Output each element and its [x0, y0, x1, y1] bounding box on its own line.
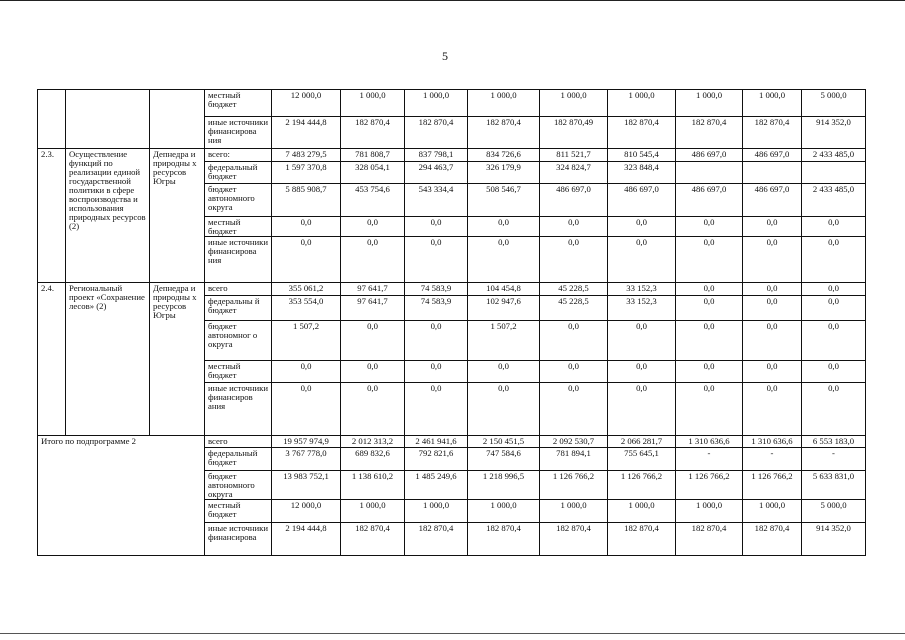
- amount-cell: 102 947,6: [468, 296, 540, 321]
- amount-cell: [802, 162, 866, 184]
- amount-cell: 1 000,0: [341, 90, 405, 117]
- subprogram-total-label: Итого по подпрограмме 2: [38, 436, 205, 556]
- amount-cell: 1 000,0: [608, 90, 676, 117]
- amount-cell: 5 000,0: [802, 90, 866, 117]
- amount-cell: 1 000,0: [608, 500, 676, 523]
- amount-cell: 2 194 444,8: [272, 523, 341, 556]
- amount-cell: 0,0: [468, 361, 540, 383]
- amount-cell: 1 000,0: [468, 90, 540, 117]
- amount-cell: 1 000,0: [405, 90, 468, 117]
- amount-cell: 328 054,1: [341, 162, 405, 184]
- amount-cell: 543 334,4: [405, 184, 468, 217]
- funding-source: федеральный бюджет: [205, 162, 272, 184]
- amount-cell: 1 000,0: [743, 90, 802, 117]
- amount-cell: 182 870,49: [540, 117, 608, 149]
- amount-cell: 0,0: [743, 217, 802, 237]
- amount-cell: 0,0: [676, 237, 743, 283]
- amount-cell: 0,0: [272, 361, 341, 383]
- amount-cell: 453 754,6: [341, 184, 405, 217]
- amount-cell: 182 870,4: [676, 117, 743, 149]
- amount-cell: 182 870,4: [540, 523, 608, 556]
- amount-cell: 1 000,0: [341, 500, 405, 523]
- amount-cell: 792 821,6: [405, 448, 468, 471]
- amount-cell: 33 152,3: [608, 296, 676, 321]
- amount-cell: 1 485 249,6: [405, 471, 468, 500]
- funding-source: иные источники финансирова: [205, 523, 272, 556]
- amount-cell: 5 633 831,0: [802, 471, 866, 500]
- amount-cell: 0,0: [743, 283, 802, 296]
- amount-cell: 0,0: [743, 237, 802, 283]
- amount-cell: 182 870,4: [676, 523, 743, 556]
- amount-cell: 0,0: [676, 361, 743, 383]
- amount-cell: 810 545,4: [608, 149, 676, 162]
- amount-cell: 182 870,4: [405, 523, 468, 556]
- amount-cell: -: [743, 448, 802, 471]
- amount-cell: 0,0: [608, 321, 676, 361]
- amount-cell: 0,0: [341, 383, 405, 436]
- amount-cell: 486 697,0: [676, 184, 743, 217]
- amount-cell: 0,0: [676, 383, 743, 436]
- amount-cell: 747 584,6: [468, 448, 540, 471]
- amount-cell: 74 583,9: [405, 283, 468, 296]
- amount-cell: 0,0: [743, 296, 802, 321]
- page-bottom-edge: [0, 633, 905, 634]
- funding-source: федеральный бюджет: [205, 448, 272, 471]
- amount-cell: 0,0: [272, 217, 341, 237]
- amount-cell: 182 870,4: [608, 117, 676, 149]
- amount-cell: 2 433 485,0: [802, 149, 866, 162]
- amount-cell: 0,0: [341, 237, 405, 283]
- amount-cell: 0,0: [676, 283, 743, 296]
- amount-cell: 0,0: [540, 321, 608, 361]
- amount-cell: 182 870,4: [743, 523, 802, 556]
- amount-cell: 0,0: [802, 237, 866, 283]
- amount-cell: 755 645,1: [608, 448, 676, 471]
- amount-cell: 326 179,9: [468, 162, 540, 184]
- amount-cell: 97 641,7: [341, 296, 405, 321]
- amount-cell: 0,0: [608, 361, 676, 383]
- amount-cell: 7 483 279,5: [272, 149, 341, 162]
- amount-cell: 0,0: [743, 383, 802, 436]
- amount-cell: 0,0: [405, 237, 468, 283]
- amount-cell: 2 433 485,0: [802, 184, 866, 217]
- financing-table: [37, 89, 866, 556]
- amount-cell: 486 697,0: [743, 184, 802, 217]
- funding-source: федеральны й бюджет: [205, 296, 272, 321]
- amount-cell: 12 000,0: [272, 90, 341, 117]
- table-row: [38, 149, 866, 162]
- item-executor: [150, 90, 205, 149]
- item-executor: Депнедра и природны х ресурсов Югры: [150, 149, 205, 283]
- amount-cell: 45 228,5: [540, 296, 608, 321]
- amount-cell: 33 152,3: [608, 283, 676, 296]
- amount-cell: 0,0: [540, 217, 608, 237]
- funding-source: всего: [205, 283, 272, 296]
- amount-cell: 914 352,0: [802, 523, 866, 556]
- amount-cell: 19 957 974,9: [272, 436, 341, 448]
- amount-cell: 2 092 530,7: [540, 436, 608, 448]
- amount-cell: 0,0: [405, 361, 468, 383]
- amount-cell: 182 870,4: [743, 117, 802, 149]
- amount-cell: 182 870,4: [608, 523, 676, 556]
- amount-cell: 0,0: [802, 296, 866, 321]
- amount-cell: 0,0: [608, 237, 676, 283]
- amount-cell: 1 310 636,6: [676, 436, 743, 448]
- amount-cell: 97 641,7: [341, 283, 405, 296]
- amount-cell: 182 870,4: [341, 117, 405, 149]
- amount-cell: 781 808,7: [341, 149, 405, 162]
- funding-source: бюджет автономного округа: [205, 471, 272, 500]
- amount-cell: 0,0: [802, 361, 866, 383]
- amount-cell: 12 000,0: [272, 500, 341, 523]
- amount-cell: 2 461 941,6: [405, 436, 468, 448]
- item-name: [66, 90, 150, 149]
- amount-cell: 0,0: [676, 217, 743, 237]
- amount-cell: 486 697,0: [676, 149, 743, 162]
- amount-cell: 355 061,2: [272, 283, 341, 296]
- amount-cell: 1 000,0: [676, 500, 743, 523]
- item-name: Осуществление функций по реализации единой государственной политики в сфере воспроизводства и использования природных ресурсов (2): [66, 149, 150, 283]
- amount-cell: 0,0: [540, 383, 608, 436]
- amount-cell: 0,0: [802, 283, 866, 296]
- funding-source: иные источники финансирова ния: [205, 117, 272, 149]
- amount-cell: [676, 162, 743, 184]
- amount-cell: 1 000,0: [468, 500, 540, 523]
- amount-cell: 104 454,8: [468, 283, 540, 296]
- amount-cell: 486 697,0: [743, 149, 802, 162]
- amount-cell: 0,0: [272, 237, 341, 283]
- amount-cell: 1 126 766,2: [608, 471, 676, 500]
- amount-cell: 1 000,0: [540, 90, 608, 117]
- funding-source: всего:: [205, 149, 272, 162]
- amount-cell: 0,0: [341, 321, 405, 361]
- amount-cell: 294 463,7: [405, 162, 468, 184]
- amount-cell: 323 848,4: [608, 162, 676, 184]
- amount-cell: 914 352,0: [802, 117, 866, 149]
- amount-cell: 1 507,2: [272, 321, 341, 361]
- funding-source: иные источники финансиров ания: [205, 383, 272, 436]
- amount-cell: 1 126 766,2: [540, 471, 608, 500]
- amount-cell: 182 870,4: [468, 117, 540, 149]
- item-number: 2.3.: [38, 149, 66, 283]
- amount-cell: 1 138 610,2: [341, 471, 405, 500]
- item-number: 2.4.: [38, 283, 66, 436]
- funding-source: местный бюджет: [205, 361, 272, 383]
- amount-cell: 508 546,7: [468, 184, 540, 217]
- amount-cell: -: [802, 448, 866, 471]
- page-number: 5: [442, 49, 448, 63]
- amount-cell: 2 194 444,8: [272, 117, 341, 149]
- amount-cell: 1 126 766,2: [743, 471, 802, 500]
- amount-cell: 0,0: [341, 361, 405, 383]
- amount-cell: 182 870,4: [341, 523, 405, 556]
- amount-cell: 5 000,0: [802, 500, 866, 523]
- amount-cell: 0,0: [608, 217, 676, 237]
- amount-cell: 1 000,0: [676, 90, 743, 117]
- amount-cell: 811 521,7: [540, 149, 608, 162]
- amount-cell: 0,0: [468, 383, 540, 436]
- funding-source: местный бюджет: [205, 500, 272, 523]
- amount-cell: 689 832,6: [341, 448, 405, 471]
- amount-cell: -: [676, 448, 743, 471]
- amount-cell: 0,0: [405, 321, 468, 361]
- amount-cell: 1 000,0: [743, 500, 802, 523]
- amount-cell: 353 554,0: [272, 296, 341, 321]
- amount-cell: 0,0: [743, 321, 802, 361]
- amount-cell: 324 824,7: [540, 162, 608, 184]
- amount-cell: 0,0: [676, 296, 743, 321]
- amount-cell: 2 012 313,2: [341, 436, 405, 448]
- amount-cell: 0,0: [676, 321, 743, 361]
- table-row: [38, 283, 866, 296]
- amount-cell: 13 983 752,1: [272, 471, 341, 500]
- amount-cell: 834 726,6: [468, 149, 540, 162]
- amount-cell: 2 066 281,7: [608, 436, 676, 448]
- amount-cell: 0,0: [802, 217, 866, 237]
- amount-cell: 0,0: [272, 383, 341, 436]
- amount-cell: 0,0: [608, 383, 676, 436]
- item-name: Региональный проект «Сохранение лесов» (2): [66, 283, 150, 436]
- amount-cell: 1 126 766,2: [676, 471, 743, 500]
- funding-source: бюджет автономного округа: [205, 184, 272, 217]
- item-number: [38, 90, 66, 149]
- amount-cell: 1 000,0: [540, 500, 608, 523]
- amount-cell: 45 228,5: [540, 283, 608, 296]
- amount-cell: 74 583,9: [405, 296, 468, 321]
- amount-cell: 0,0: [540, 361, 608, 383]
- amount-cell: 0,0: [468, 237, 540, 283]
- amount-cell: 486 697,0: [608, 184, 676, 217]
- item-executor: Депнедра и природны х ресурсов Югры: [150, 283, 205, 436]
- amount-cell: 5 885 908,7: [272, 184, 341, 217]
- amount-cell: 1 507,2: [468, 321, 540, 361]
- funding-source: иные источники финансирова ния: [205, 237, 272, 283]
- funding-source: местный бюджет: [205, 90, 272, 117]
- amount-cell: 0,0: [405, 217, 468, 237]
- page-top-edge: [0, 0, 905, 1]
- table-row: [38, 436, 866, 448]
- amount-cell: 2 150 451,5: [468, 436, 540, 448]
- amount-cell: 182 870,4: [405, 117, 468, 149]
- amount-cell: 0,0: [802, 321, 866, 361]
- funding-source: местный бюджет: [205, 217, 272, 237]
- table-row: [38, 90, 866, 117]
- amount-cell: 182 870,4: [468, 523, 540, 556]
- amount-cell: 837 798,1: [405, 149, 468, 162]
- amount-cell: 0,0: [468, 217, 540, 237]
- amount-cell: 0,0: [540, 237, 608, 283]
- amount-cell: 781 894,1: [540, 448, 608, 471]
- amount-cell: [743, 162, 802, 184]
- amount-cell: 0,0: [341, 217, 405, 237]
- amount-cell: 1 218 996,5: [468, 471, 540, 500]
- amount-cell: 0,0: [802, 383, 866, 436]
- amount-cell: 1 000,0: [405, 500, 468, 523]
- amount-cell: 1 310 636,6: [743, 436, 802, 448]
- amount-cell: 3 767 778,0: [272, 448, 341, 471]
- amount-cell: 0,0: [743, 361, 802, 383]
- amount-cell: 1 597 370,8: [272, 162, 341, 184]
- amount-cell: 0,0: [405, 383, 468, 436]
- funding-source: всего: [205, 436, 272, 448]
- amount-cell: 486 697,0: [540, 184, 608, 217]
- funding-source: бюджет автономног о округа: [205, 321, 272, 361]
- amount-cell: 6 553 183,0: [802, 436, 866, 448]
